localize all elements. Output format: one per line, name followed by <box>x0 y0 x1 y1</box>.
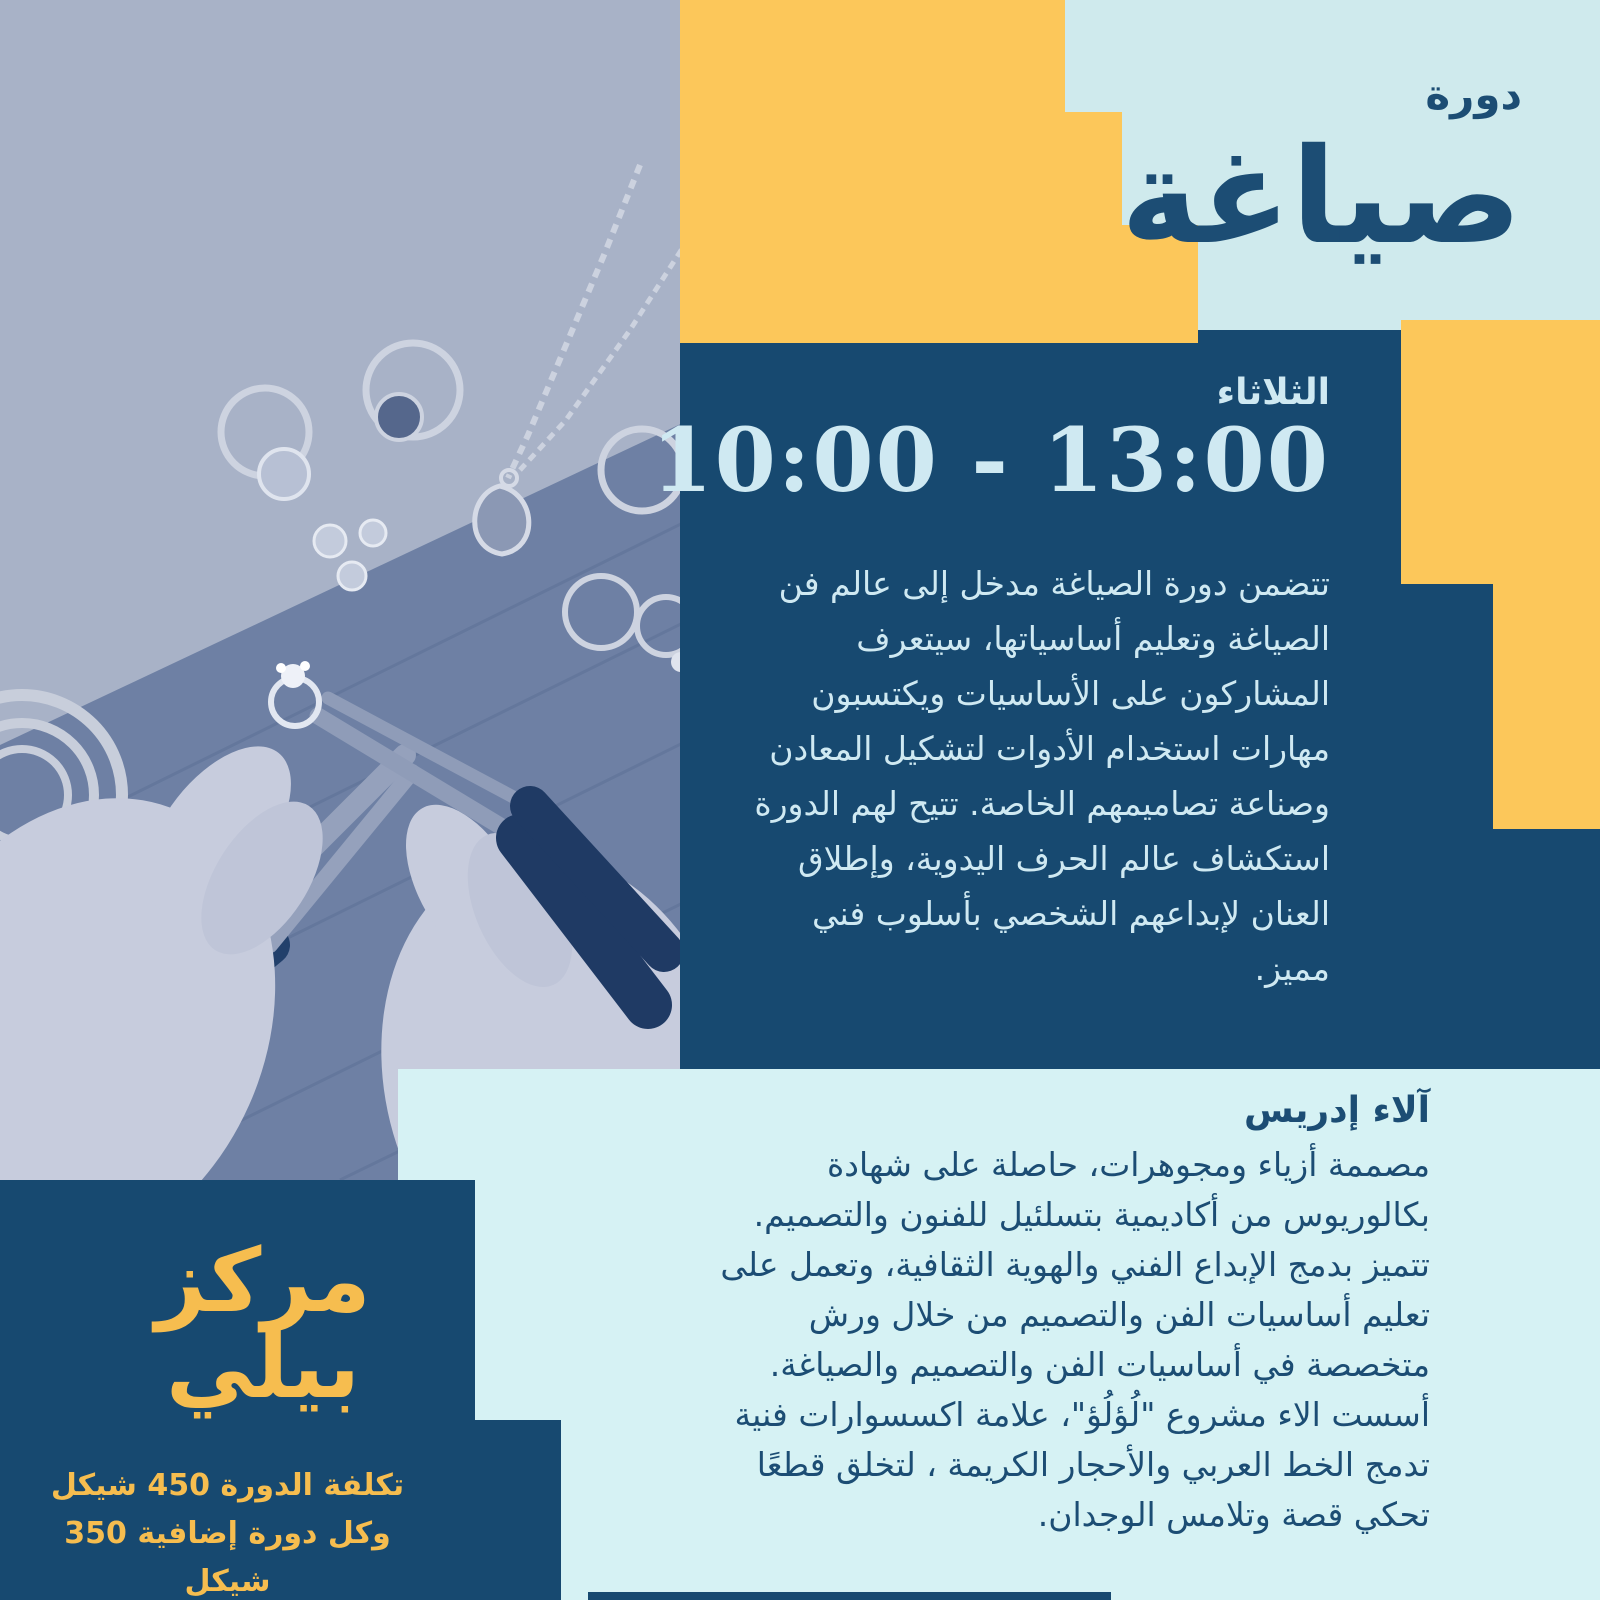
course-title: صياغة <box>1120 120 1522 274</box>
course-description: تتضمن دورة الصياغة مدخل إلى عالم فن الصياغة وتعليم أساسياتها، سيتعرف المشاركون على الأساسيات ويكتسبون مهارات استخدام الأدوات لتشكيل المعادن وصناعة تصاميمهم الخاصة. تتيح لهم الدورة استكشاف عالم الحرف اليدوية، وإطلاق العنان لإبداعهم الشخصي بأسلوب فني مميز. <box>754 564 1330 988</box>
center-logo <box>118 1229 408 1419</box>
pricing-line-extra: وكل دورة إضافية 350 شيكل <box>64 1516 391 1599</box>
teardrop-pendant <box>475 486 529 554</box>
schedule-time: 10:00 - 13:00 <box>651 408 1330 512</box>
yellow-block-right-lower <box>1493 584 1600 829</box>
pricing-line-course: تكلفة الدورة 450 شيكل <box>50 1468 405 1503</box>
instructor-name: آلاء إدريس <box>1243 1090 1430 1131</box>
course-eyebrow: دورة <box>1425 70 1522 119</box>
bottom-accent-strip <box>588 1592 1111 1600</box>
pricing-block <box>40 1462 415 1600</box>
jewelry-photo <box>0 0 689 1180</box>
schedule-day: الثلاثاء <box>1216 372 1330 413</box>
yellow-block-right-upper <box>1401 320 1600 584</box>
instructor-bio: مصممة أزياء ومجوهرات، حاصلة على شهادة بكالوريوس من أكاديمية بتسلئيل للفنون والتصميم. تتميز بدمج الإبداع الفني والهوية الثقافية، وتعمل على تعليم أساسيات الفن والتصميم من خلال ورش متخصصة في أساسيات الفن والتصميم والصياغة. أسست الاء مشروع "لُؤلُؤ"، علامة اكسسوارات فنية تدمج الخط العربي والأحجار الكريمة ، لتخلق قطعًا تحكي قصة وتلامس الوجدان. <box>720 1145 1430 1534</box>
logo-word-markaz: مركز <box>155 1229 371 1332</box>
logo-word-bili: بيلي <box>166 1315 360 1419</box>
